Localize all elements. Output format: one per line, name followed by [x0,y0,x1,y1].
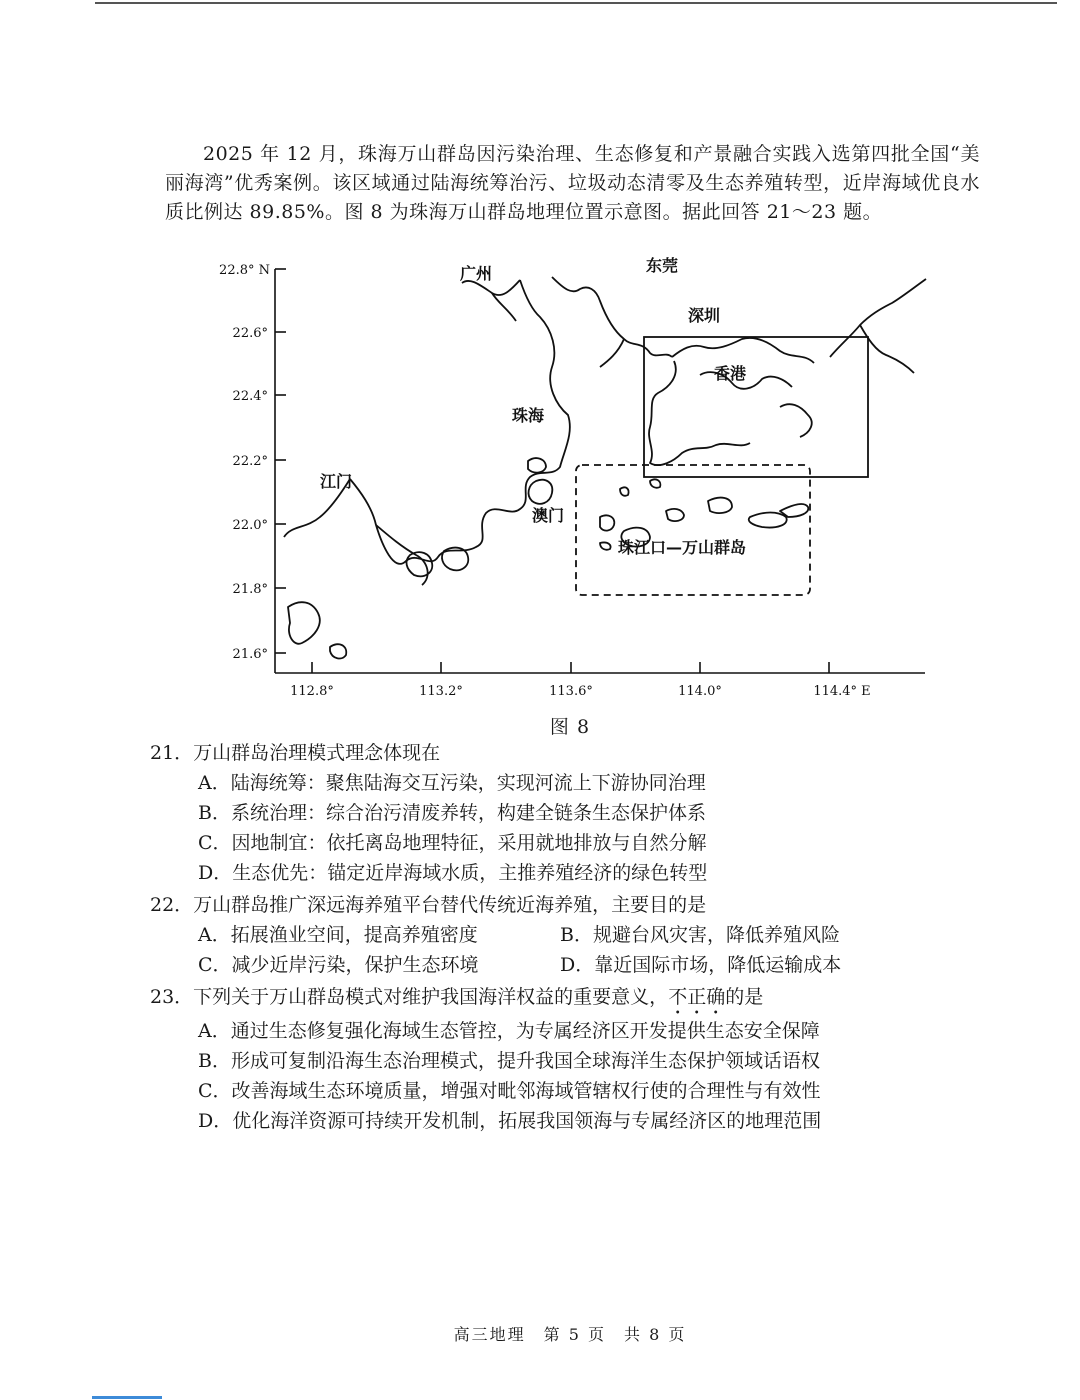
map-svg [180,255,940,705]
option-a: A．通过生态修复强化海域生态管控，为专属经济区开发提供生态安全保障 [198,1020,820,1042]
option-a: A．陆海统筹：聚焦陆海交互污染，实现河流上下游协同治理 [198,772,706,794]
lat-tick-label: 22.4° [232,389,268,404]
option-row [150,920,910,950]
coastline [284,277,926,658]
option-a: A．拓展渔业空间，提高养殖密度 [198,924,478,946]
question-stem: 22．万山群岛推广深远海养殖平台替代传统近海养殖，主要目的是 [150,894,707,916]
label-hongkong: 香港 [714,364,747,383]
option-d: D．靠近国际市场，降低运输成本 [560,954,842,976]
option-c: C．改善海域生态环境质量，增强对毗邻海域管辖权行使的合理性与有效性 [198,1080,821,1102]
stem-emphasis: 不正确 [668,986,726,1008]
label-macau: 澳门 [532,506,565,525]
label-zhuhai: 珠海 [512,406,545,425]
lat-tick-label: 22.0° [232,518,268,533]
lon-tick-label: 112.8° [290,684,334,699]
question-21 [150,738,910,888]
question-stem [150,982,910,1012]
option-b: B．形成可复制沿海生态治理模式，提升我国全球海洋生态保护领域话语权 [198,1050,820,1072]
lon-tick-label: 113.6° [549,684,593,699]
lat-tick-label: 22.8° N [219,263,270,278]
question-23 [150,982,910,1136]
bottom-accent-bar [92,1396,162,1399]
option-b: B．系统治理：综合治污清废养转，构建全链条生态保护体系 [198,802,706,824]
top-border-line [95,2,1057,4]
label-guangzhou: 广州 [460,264,493,283]
lon-tick-label: 113.2° [419,684,463,699]
stem-suffix: 的是 [725,986,764,1008]
lat-tick-label: 22.6° [232,326,268,341]
option-c: C．减少近岸污染，保护生态环境 [198,954,479,976]
question-stem: 21．万山群岛治理模式理念体现在 [150,742,441,764]
lat-tick-label: 21.8° [232,582,268,597]
option-d: D．优化海洋资源可持续开发机制，拓展我国领海与专属经济区的地理范围 [198,1110,822,1132]
label-shenzhen: 深圳 [688,306,721,325]
page-footer: 高三地理 第 5 页 共 8 页 [453,1325,687,1344]
lon-tick-label: 114.4° E [813,684,871,699]
question-22 [150,890,910,980]
option-c: C．因地制宜：依托离岛地理特征，采用就地排放与自然分解 [198,832,707,854]
lat-tick-label: 21.6° [232,647,268,662]
figure-caption: 图 8 [549,716,591,738]
label-dongguan: 东莞 [646,256,679,275]
option-row [150,950,910,980]
label-jiangmen: 江门 [320,472,353,491]
lat-tick-label: 22.2° [232,454,268,469]
location-map [180,255,940,705]
label-wanshan: 珠江口—万山群岛 [618,538,747,557]
lon-tick-label: 114.0° [678,684,722,699]
reading-passage: 2025 年 12 月，珠海万山群岛因污染治理、生态修复和产景融合实践入选第四批全国“美丽海湾”优秀案例。该区域通过陆海统筹治污、垃圾动态清零及生态养殖转型，近岸海域优良水质比例达 89.85%。图 8 为珠海万山群岛地理位置示意图。据此回答 21～23 题。 [165,143,980,223]
stem-prefix: 23．下列关于万山群岛模式对维护我国海洋权益的重要意义， [150,986,669,1008]
option-d: D．生态优先：锚定近岸海域水质，主推养殖经济的绿色转型 [198,862,708,884]
option-b: B．规避台风灾害，降低养殖风险 [560,924,840,946]
